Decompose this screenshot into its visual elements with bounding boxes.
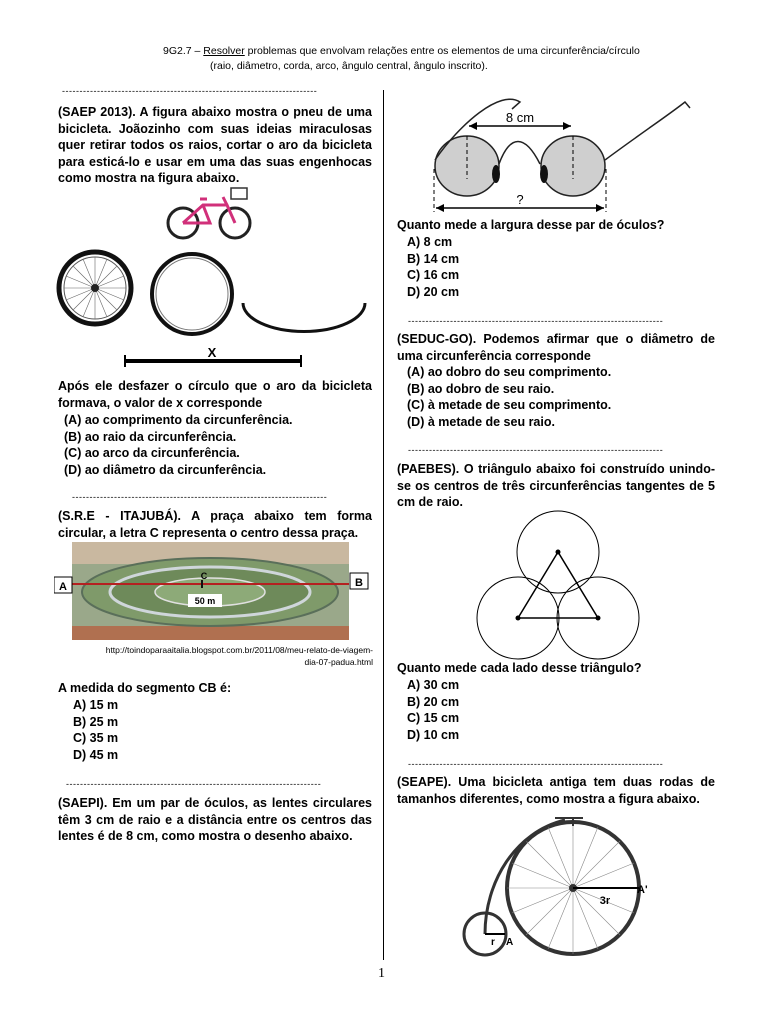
x-label: X xyxy=(207,345,217,360)
q3-option-c[interactable]: C) 16 cm xyxy=(407,268,460,282)
page-number: 1 xyxy=(378,966,385,981)
header-line-2: (raio, diâmetro, corda, arco, ângulo central, ângulo inscrito). xyxy=(210,60,488,72)
q5-stem: Quanto mede cada lado desse triângulo? xyxy=(397,661,642,675)
opened-rim-arc xyxy=(243,303,365,331)
label-3r: 3r xyxy=(599,895,611,907)
q4-option-a[interactable]: (A) ao dobro do seu comprimento. xyxy=(407,365,612,379)
q6-text: (SEAPE). Uma bicicleta antiga tem duas rodas de tamanhos diferentes, como mostra a figura abaixo. xyxy=(397,775,715,806)
label-a-prime: A' xyxy=(637,884,648,896)
q2-option-d[interactable]: D) 45 m xyxy=(73,747,119,762)
separator-6: ------------------------------------------------------------------------- xyxy=(408,759,664,769)
header-resolve-word: Resolver xyxy=(203,45,245,57)
separator-4: ------------------------------------------------------------------------- xyxy=(408,316,664,326)
q1-text: (SAEP 2013). A figura abaixo mostra o pneu de uma bicicleta. Joãozinho com suas ideias miraculosas quer retirar todos os raios, cortar o aro da bicicleta para esticá-lo e usar em uma das suas engenhocas como mostra na figura abaixo. xyxy=(58,105,372,185)
q2-option-c[interactable]: C) 35 m xyxy=(73,731,119,745)
label-b: B xyxy=(355,577,363,589)
rim-inner xyxy=(156,258,228,330)
label-50m: 50 m xyxy=(194,596,216,606)
q3-option-b[interactable]: B) 14 cm xyxy=(407,251,460,266)
spoked-wheel-icon xyxy=(59,252,131,324)
q2-options xyxy=(73,697,118,763)
q2-figure xyxy=(54,542,376,642)
header-line1-text: problemas que envolvam relações entre os elementos de uma circunferência/círculo xyxy=(247,45,640,57)
q1-option-d[interactable]: (D) ao diâmetro da circunferência. xyxy=(64,462,267,477)
q5-text: (PAEBES). O triângulo abaixo foi construído unindo-se os centros de três circunferências tangentes de 5 cm de raio. xyxy=(397,462,715,509)
q5-figure xyxy=(470,510,646,660)
header-code: 9G2.7 – xyxy=(163,45,201,57)
q5-options xyxy=(407,677,459,743)
q6-figure xyxy=(455,812,675,957)
q1-option-c[interactable]: (C) ao arco da circunferência. xyxy=(64,446,240,460)
q2-source-line-1: http://toindoparaaitalia.blogspot.com.br/2011/08/meu-relato-de-viagem- xyxy=(105,645,373,655)
q3-options xyxy=(407,234,459,300)
separator-1: ------------------------------------------------------------------------- xyxy=(62,86,318,96)
q5-option-a[interactable]: A) 30 cm xyxy=(407,678,460,692)
q2-source-line-2: dia-07-padua.html xyxy=(304,657,373,667)
separator-3: ------------------------------------------------------------------------- xyxy=(66,779,322,789)
q2-text: (S.R.E - ITAJUBÁ). A praça abaixo tem forma circular, a letra C representa o centro dessa praça. xyxy=(58,509,372,540)
q4-option-c[interactable]: (C) à metade de seu comprimento. xyxy=(407,398,612,412)
header-line-1 xyxy=(163,44,743,59)
q4-text: (SEDUC-GO). Podemos afirmar que o diâmetro de uma circunferência corresponde xyxy=(397,332,715,363)
q1-options xyxy=(64,412,293,478)
q3-text: (SAEPI). Em um par de óculos, as lentes circulares têm 3 cm de raio e a distância entre os centros das lentes é de 8 cm, como mostra o desenho abaixo. xyxy=(58,796,372,843)
label-c: C xyxy=(200,571,208,581)
q1-option-b[interactable]: (B) ao raio da circunferência. xyxy=(64,429,237,444)
q5-option-c[interactable]: C) 15 cm xyxy=(407,711,460,725)
q2-option-b[interactable]: B) 25 m xyxy=(73,714,119,729)
label-a: A xyxy=(59,581,67,593)
q2-stem: A medida do segmento CB é: xyxy=(58,681,232,695)
label-a: A xyxy=(506,937,514,948)
separator-2: ------------------------------------------------------------------------- xyxy=(72,492,328,502)
q3-stem: Quanto mede a largura desse par de óculos? xyxy=(397,218,665,232)
bicycle-icon xyxy=(168,188,250,238)
q4-option-b[interactable]: (B) ao dobro de seu raio. xyxy=(407,381,555,396)
q1-option-a[interactable]: (A) ao comprimento da circunferência. xyxy=(64,413,293,427)
glasses-icon xyxy=(435,99,690,196)
label-r: r xyxy=(491,937,495,948)
separator-5: ------------------------------------------------------------------------- xyxy=(408,445,664,455)
q2-source xyxy=(40,644,373,668)
q3-figure xyxy=(420,84,720,214)
column-divider xyxy=(383,90,384,960)
q5-option-b[interactable]: B) 20 cm xyxy=(407,694,460,709)
q4-option-d[interactable]: (D) à metade de seu raio. xyxy=(407,414,555,429)
q3-option-d[interactable]: D) 20 cm xyxy=(407,284,460,299)
q5-option-d[interactable]: D) 10 cm xyxy=(407,727,460,742)
q2-option-a[interactable]: A) 15 m xyxy=(73,698,119,712)
rim-circle xyxy=(152,254,232,334)
label-question: ? xyxy=(516,192,524,207)
q1-stem: Após ele desfazer o círculo que o aro da bicicleta formava, o valor de x corresponde xyxy=(58,379,372,410)
label-8cm: 8 cm xyxy=(505,110,535,125)
q4-options xyxy=(407,364,611,430)
q1-figure xyxy=(55,183,375,373)
q3-option-a[interactable]: A) 8 cm xyxy=(407,235,453,249)
